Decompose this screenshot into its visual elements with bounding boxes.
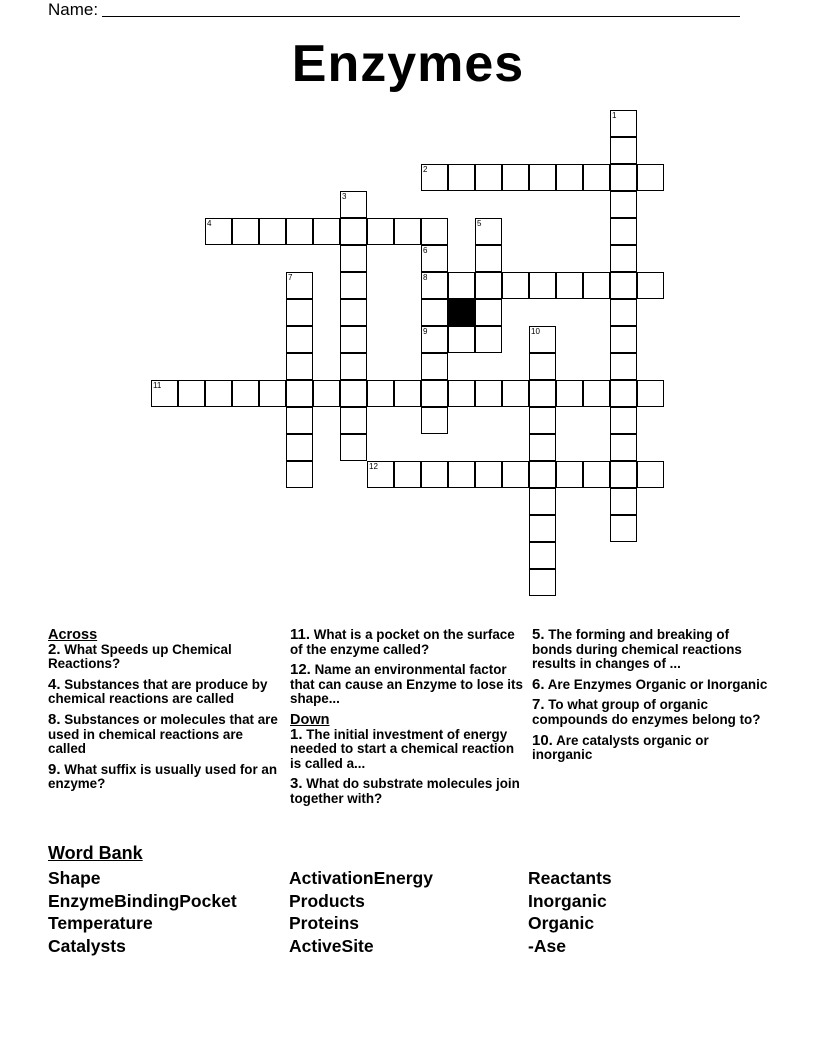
crossword-cell[interactable] [394,218,421,245]
clue-down-1: 1. The initial investment of energy needed to start a chemical reaction is called a... [290,725,514,771]
crossword-cell[interactable] [313,218,340,245]
crossword-cell[interactable] [637,461,664,488]
clue-down-6: 6. Are Enzymes Organic or Inorganic [532,675,768,693]
crossword-cell[interactable] [394,380,421,407]
crossword-cell[interactable] [637,272,664,299]
crossword-cell[interactable] [529,407,556,434]
crossword-cell[interactable] [556,272,583,299]
crossword-cell[interactable] [313,380,340,407]
crossword-cell[interactable] [529,353,556,380]
crossword-cell[interactable] [610,515,637,542]
crossword-cell[interactable] [394,461,421,488]
crossword-cell[interactable] [475,245,502,272]
crossword-cell[interactable] [448,164,475,191]
crossword-cell[interactable] [529,515,556,542]
crossword-cell[interactable] [259,380,286,407]
crossword-cell[interactable] [232,380,259,407]
crossword-cell[interactable] [421,326,448,353]
crossword-cell[interactable] [556,164,583,191]
clue-number: 1 [612,111,617,120]
crossword-cell[interactable] [286,407,313,434]
crossword-cell[interactable] [421,380,448,407]
crossword-cell[interactable] [610,245,637,272]
crossword-cell[interactable] [286,461,313,488]
crossword-cell[interactable] [610,353,637,380]
clue-across-11: 11. What is a pocket on the surface of the enzyme called? [290,626,515,657]
crossword-cell[interactable] [421,218,448,245]
crossword-cell[interactable] [475,461,502,488]
clue-number: 7 [288,273,293,282]
clue-number: 5 [477,219,482,228]
word-bank-column-2 [289,867,433,957]
word-bank-word: Proteins [289,913,360,934]
name-label: Name: [48,0,99,19]
page-title: Enzymes [291,35,525,93]
word-bank-column-1 [48,867,237,957]
clue-down-10: 10. Are catalysts organic or inorganic [532,731,709,763]
crossword-cell[interactable] [286,272,313,299]
crossword-cell[interactable] [286,353,313,380]
crossword-cell[interactable] [556,380,583,407]
clue-number: 4 [207,219,212,228]
word-bank-word: Products [289,890,365,911]
crossword-cell[interactable] [529,380,556,407]
crossword-cell[interactable] [448,461,475,488]
crossword-cell[interactable] [340,380,367,407]
crossword-cell[interactable] [178,380,205,407]
crossword-cell[interactable] [340,245,367,272]
crossword-cell[interactable] [475,272,502,299]
crossword-cell[interactable] [529,542,556,569]
word-bank-word: Reactants [528,868,612,888]
clues-column-2 [290,628,526,813]
word-bank-word: Inorganic [528,890,607,911]
word-bank-heading: Word Bank [48,843,143,863]
clue-down-3: 3. What do substrate molecules join together with? [290,775,520,806]
crossword-cell[interactable] [205,380,232,407]
crossword-cell[interactable] [421,164,448,191]
crossword-cell[interactable] [340,218,367,245]
crossword-cell[interactable] [583,461,610,488]
crossword-cell[interactable] [529,272,556,299]
crossword-cell[interactable] [421,272,448,299]
crossword-cell[interactable] [367,461,394,488]
crossword-cell[interactable] [448,326,475,353]
clue-number: 11 [153,381,162,390]
crossword-cell[interactable] [286,299,313,326]
crossword-cell[interactable] [286,218,313,245]
clue-number: 6 [423,246,428,255]
word-bank-word: EnzymeBindingPocket [48,890,237,911]
crossword-cell[interactable] [502,380,529,407]
crossword-cell[interactable] [583,164,610,191]
crossword-cell[interactable] [583,380,610,407]
crossword-cell[interactable] [286,434,313,461]
word-bank-word: Organic [528,913,595,934]
clue-number: 2 [423,165,428,174]
crossword-cell[interactable] [529,326,556,353]
clue-across-4: 4. Substances that are produce by chemical reactions are called [48,675,268,707]
crossword-cell[interactable] [637,380,664,407]
crossword-cell[interactable] [421,461,448,488]
clue-number: 3 [342,192,347,201]
clue-down-7: 7. To what group of organic compounds do enzymes belong to? [532,696,761,727]
crossword-cell[interactable] [637,164,664,191]
clue-across-9: 9. What suffix is usually used for an enzyme? [48,760,278,792]
crossword-cell[interactable] [286,380,313,407]
crossword-cell[interactable] [610,434,637,461]
crossword-cell[interactable] [475,218,502,245]
crossword-cell[interactable] [475,380,502,407]
crossword-cell[interactable] [340,353,367,380]
crossword-cell[interactable] [421,299,448,326]
crossword-cell[interactable] [475,326,502,353]
crossword-cell[interactable] [367,218,394,245]
clue-number: 10 [531,327,540,336]
crossword-cell[interactable] [340,272,367,299]
word-bank-word: ActiveSite [289,935,374,956]
clue-number: 12 [369,462,378,471]
crossword-cell[interactable] [610,461,637,488]
crossword-cell[interactable] [340,191,367,218]
crossword-cell[interactable] [286,326,313,353]
crossword-cell[interactable] [529,569,556,596]
crossword-cell[interactable] [610,272,637,299]
crossword-cell[interactable] [232,218,259,245]
crossword-cell[interactable] [205,218,232,245]
crossword-block [448,299,475,326]
clue-across-2: 2. What Speeds up Chemical Reactions? [48,640,232,672]
crossword-cell[interactable] [610,326,637,353]
clues-column-1 [48,628,284,798]
clue-number: 8 [423,273,428,282]
clue-across-8: 8. Substances or molecules that are used in chemical reactions are called [48,710,278,757]
crossword-cell[interactable] [421,407,448,434]
word-bank-word: Temperature [48,913,153,934]
word-bank-word: Catalysts [48,935,126,956]
word-bank-column-3 [528,867,612,957]
crossword-cell[interactable] [610,380,637,407]
word-bank-word: Shape [48,868,101,888]
crossword-cell[interactable] [340,407,367,434]
clue-down-5: 5. The forming and breaking of bonds during chemical reactions results in changes of ... [532,626,742,672]
crossword-cell[interactable] [340,434,367,461]
crossword-cell[interactable] [259,218,286,245]
crossword-cell[interactable] [421,353,448,380]
crossword-cell[interactable] [340,299,367,326]
crossword-cell[interactable] [529,461,556,488]
crossword-cell[interactable] [367,380,394,407]
crossword-cell[interactable] [529,164,556,191]
down-heading: Down [290,711,330,728]
crossword-cell[interactable] [421,245,448,272]
crossword-cell[interactable] [502,164,529,191]
crossword-cell[interactable] [556,461,583,488]
crossword-cell[interactable] [448,272,475,299]
crossword-cell[interactable] [502,461,529,488]
crossword-cell[interactable] [583,272,610,299]
crossword-cell[interactable] [529,488,556,515]
crossword-cell[interactable] [610,164,637,191]
crossword-cell[interactable] [610,218,637,245]
crossword-cell[interactable] [610,299,637,326]
crossword-cell[interactable] [610,191,637,218]
word-bank-word: ActivationEnergy [289,868,433,888]
crossword-cell[interactable] [610,488,637,515]
crossword-cell[interactable] [610,110,637,137]
crossword-cell[interactable] [610,407,637,434]
crossword-cell[interactable] [475,299,502,326]
crossword-cell[interactable] [529,434,556,461]
clue-number: 9 [423,327,428,336]
crossword-cell[interactable] [151,380,178,407]
clues-column-3 [532,628,772,769]
clue-across-12: 12. Name an environmental factor that can cause an Enzyme to lose its shape... [290,661,523,707]
word-bank-word: -Ase [528,935,566,956]
crossword-cell[interactable] [610,137,637,164]
across-heading: Across [48,627,98,643]
crossword-cell[interactable] [502,272,529,299]
crossword-cell[interactable] [448,380,475,407]
crossword-cell[interactable] [340,326,367,353]
crossword-cell[interactable] [475,164,502,191]
